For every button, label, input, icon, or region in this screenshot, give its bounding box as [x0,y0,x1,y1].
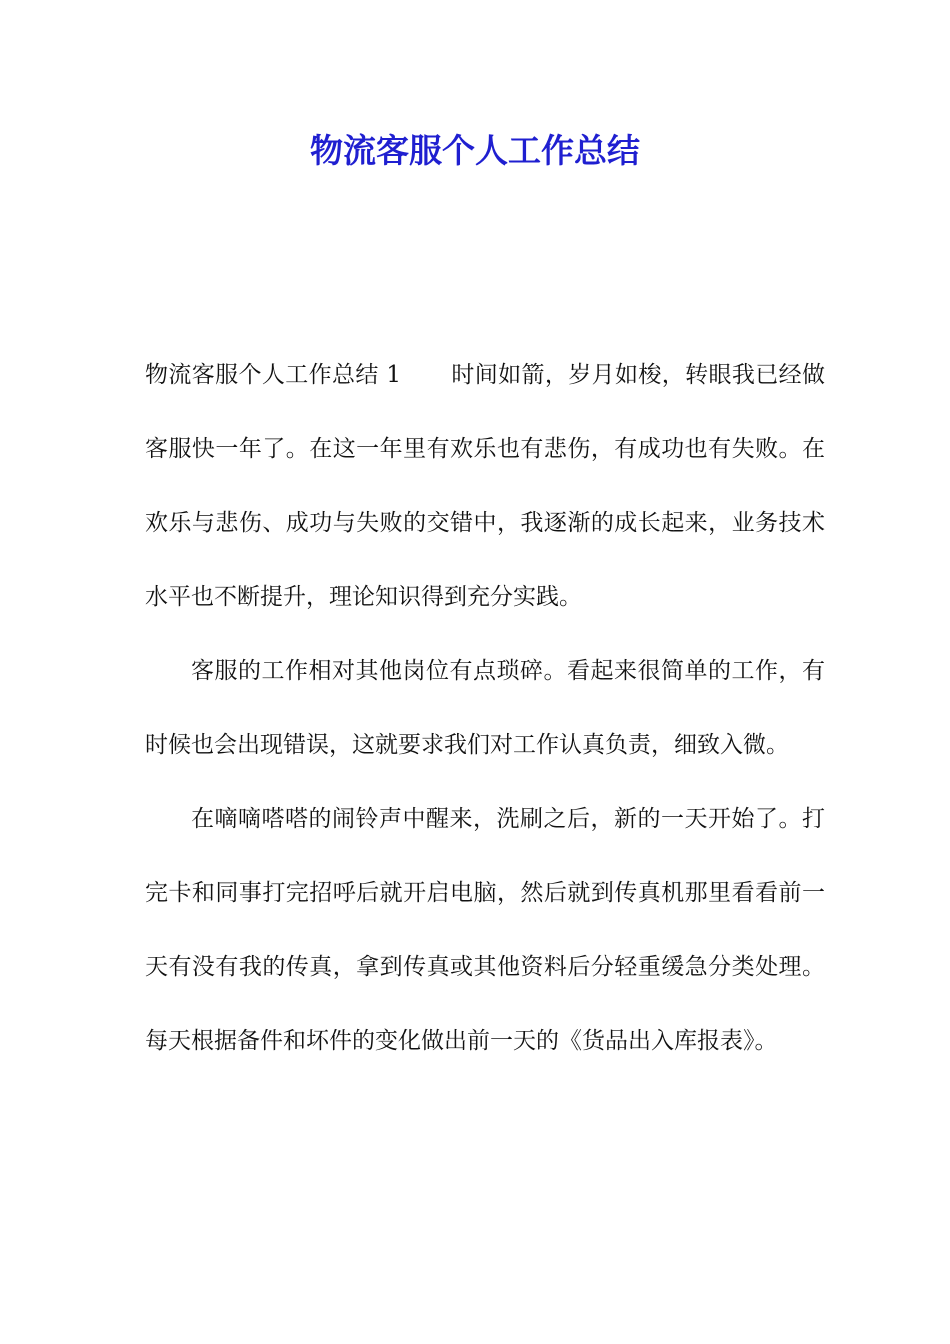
section-heading: 物流客服个人工作总结 1 [145,362,402,388]
paragraph-2: 客服的工作相对其他岗位有点琐碎。看起来很简单的工作，有时候也会出现错误，这就要求我们对工作认真负责，细致入微。 [145,658,825,758]
paragraph-1-text: 时间如箭，岁月如梭，转眼我已经做客服快一年了。在这一年里有欢乐也有悲伤，有成功也有失败。在欢乐与悲伤、成功与失败的交错中，我逐渐的成长起来，业务技术水平也不断提升，理论知识得到充分实践。 [145,362,826,610]
paragraph-3: 在嘀嘀嗒嗒的闹铃声中醒来，洗刷之后，新的一天开始了。打完卡和同事打完招呼后就开启电脑，然后就到传真机那里看看前一天有没有我的传真，拿到传真或其他资料后分轻重缓急分类处理。每天根据备件和坏件的变化做出前一天的《货品出入库报表》。 [145,806,825,1054]
document-body [145,338,825,1078]
document-title: 物流客服个人工作总结 [310,131,640,170]
paragraph-1 [145,338,825,634]
